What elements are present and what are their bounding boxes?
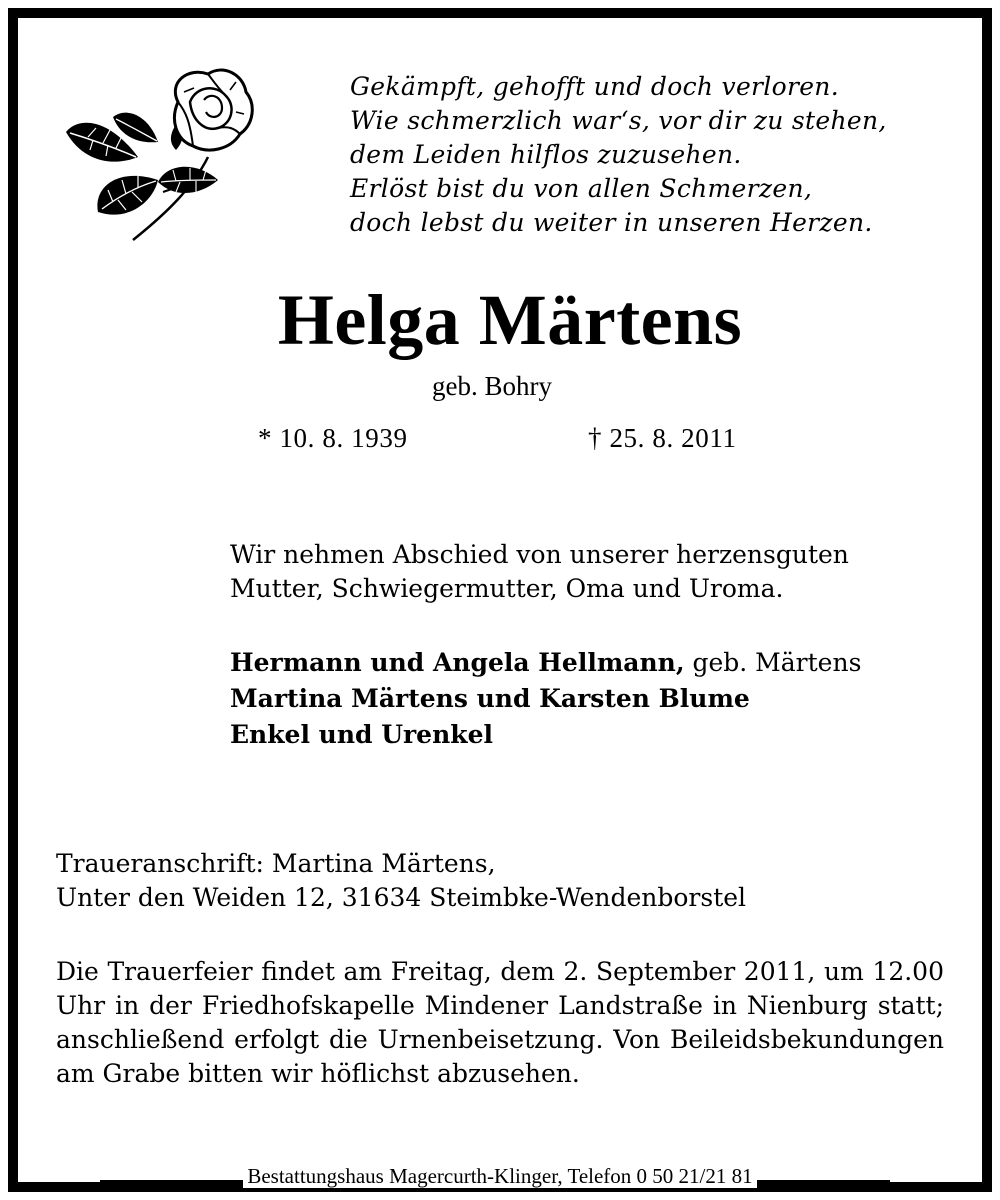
poem-line: Wie schmerzlich war‘s, vor dir zu stehen, (350, 106, 887, 135)
ceremony-text: Die Trauerfeier findet am Freitag, dem 2. September 2011, um 12.00 Uhr in der Friedhofskapelle Mindener Landstraße in Nienburg statt; anschließend erfolgt die Urnenbeisetzung. Von Beileidsbekundungen am Grabe bitten wir höflichst abzusehen. (56, 957, 944, 1088)
mourning-address (56, 847, 746, 915)
mourners-list (230, 645, 861, 753)
footer (0, 1163, 1000, 1189)
deceased-name: Helga Märtens (277, 280, 743, 360)
mourner-line: Enkel und Urenkel (230, 720, 493, 749)
funeral-home-contact: Bestattungshaus Magercurth-Klinger, Telefon 0 50 21/21 81 (243, 1164, 756, 1188)
poem-line: Gekämpft, gehofft und doch verloren. (350, 72, 839, 101)
mourner-name: Hermann und Angela Hellmann, (230, 648, 685, 677)
address-line: Unter den Weiden 12, 31634 Steimbke-Wendenborstel (56, 883, 747, 912)
mourner-line: Martina Märtens und Karsten Blume (230, 684, 750, 713)
mourner-note: geb. Märtens (684, 648, 862, 677)
death-date: † 25. 8. 2011 (588, 423, 737, 453)
rose-icon (58, 62, 258, 244)
mourner-line (230, 645, 861, 681)
farewell-line: Wir nehmen Abschied von unserer herzensguten (230, 540, 849, 569)
birth-date: * 10. 8. 1939 (258, 423, 408, 453)
address-line: Traueranschrift: Martina Märtens, (56, 849, 496, 878)
poem-line: Erlöst bist du von allen Schmerzen, (350, 174, 813, 203)
poem (350, 70, 970, 240)
maiden-name: geb. Bohry (432, 371, 552, 401)
farewell-text (230, 538, 849, 606)
poem-line: doch lebst du weiter in unseren Herzen. (350, 208, 873, 237)
poem-line: dem Leiden hilflos zuzusehen. (350, 140, 742, 169)
farewell-line: Mutter, Schwiegermutter, Oma und Uroma. (230, 574, 784, 603)
